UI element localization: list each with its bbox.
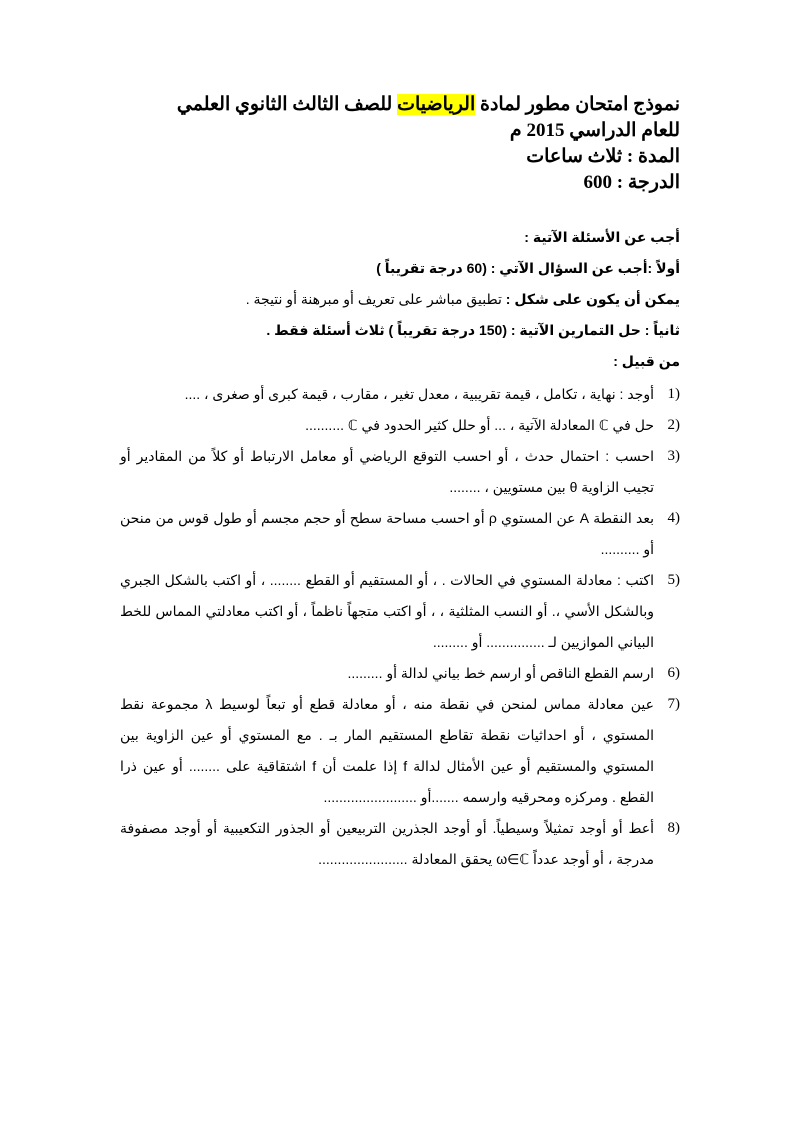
exercise-text: ارسم القطع الناقص أو ارسم خط بياني لدالة أو ......... — [347, 665, 654, 681]
exercise-text: احسب : احتمال حدث ، أو احسب التوقع الرياضي أو معامل الارتباط أو كلاً من المقادير أو تجيب الزاوية θ بين مستويين ، ........ — [120, 448, 654, 495]
exercise-text: حل في ℂ المعادلة الآتية ، ... أو حلل كثير الحدود في ℂ .......... — [305, 417, 654, 433]
exercise-number: 2) — [667, 417, 680, 433]
second-exercises-heading: ثانياً : حل التمارين الآتية : (150 درجة تقريباً ) ثلاث أسئلة فقط . — [266, 322, 680, 338]
question-form-line — [120, 284, 680, 315]
exercise-number: 6) — [667, 665, 680, 681]
question-form-text: تطبيق مباشر على تعريف أو مبرهنة أو نتيجة . — [245, 291, 506, 307]
exercise-number: 1) — [667, 386, 680, 402]
exercise-item-6 — [120, 658, 680, 689]
exercise-item-1 — [120, 379, 680, 410]
question-form-label: يمكن أن يكون على شكل : — [505, 291, 680, 307]
answer-all-instruction: أجب عن الأسئلة الآتية : — [524, 229, 680, 245]
exercise-text: بعد النقطة A عن المستوي ρ أو احسب مساحة سطح أو حجم مجسم أو طول قوس من منحن أو .......... — [120, 510, 655, 557]
exercise-list — [120, 379, 680, 875]
academic-year: للعام الدراسي 2015 م — [509, 120, 680, 141]
examples-heading: من قبيل : — [613, 353, 680, 369]
exercise-text: اكتب : معادلة المستوي في الحالات . ، أو المستقيم أو القطع ........ ، أو اكتب بالشكل الجبري وبالشكل الأسي ،. أو النسب المثلثية ، ، أو اكتب متجهاً ناظماً ، أو اكتب معادلتي المماس للخط البياني الموازيين لـ ............... أو ......... — [120, 572, 654, 650]
exercise-item-3 — [120, 441, 680, 503]
exercise-item-7 — [120, 689, 680, 813]
exercise-number: 3) — [667, 448, 680, 464]
exercise-text: أوجد : نهاية ، تكامل ، قيمة تقريبية ، معدل تغير ، مقارب ، قيمة كبرى أو صغرى ، .... — [184, 386, 654, 402]
exam-header — [120, 92, 680, 196]
exam-duration: المدة : ثلاث ساعات — [526, 146, 680, 167]
exercise-number: 5) — [667, 572, 680, 588]
subject-highlight: الرياضيات — [397, 94, 476, 115]
exercise-item-8 — [120, 813, 680, 875]
exercise-text: أعط أو أوجد تمثيلاً وسيطياً. أو أوجد الجذرين التربيعين أو الجذور التكعيبية أو أوجد مصفوفة مدرجة ، أو أوجد عدداً ω∈ℂ يحقق المعادلة ....................... — [120, 820, 654, 867]
exam-grade: الدرجة : 600 — [583, 172, 680, 193]
first-question-heading: أولاً :أجب عن السؤال الآتي : (60 درجة تقريباً ) — [376, 260, 680, 276]
exercise-number: 7) — [667, 696, 680, 712]
exercise-item-5 — [120, 565, 680, 658]
exercise-item-2 — [120, 410, 680, 441]
exercise-number: 8) — [667, 820, 680, 836]
exam-title: نموذج امتحان مطور لمادة الرياضيات للصف الثالث الثانوي العلمي — [176, 94, 680, 115]
exercise-number: 4) — [667, 510, 680, 526]
exercise-text: عين معادلة مماس لمنحن في نقطة منه ، أو معادلة قطع أو تبعاً لوسيط λ مجموعة نقط المستوي ، أو احداثيات نقطة تقاطع المستقيم المار بـ . مع المستوي أو عين الزاوية بين المستوي والمستقيم أو عين الأمثال لدالة f إذا علمت أن f اشتقاقية على ........ أو عين ذرا القطع . ومركزه ومحرقيه وارسمه .......أو ........................ — [120, 696, 655, 805]
exam-body — [120, 222, 680, 875]
exercise-item-4 — [120, 503, 680, 565]
